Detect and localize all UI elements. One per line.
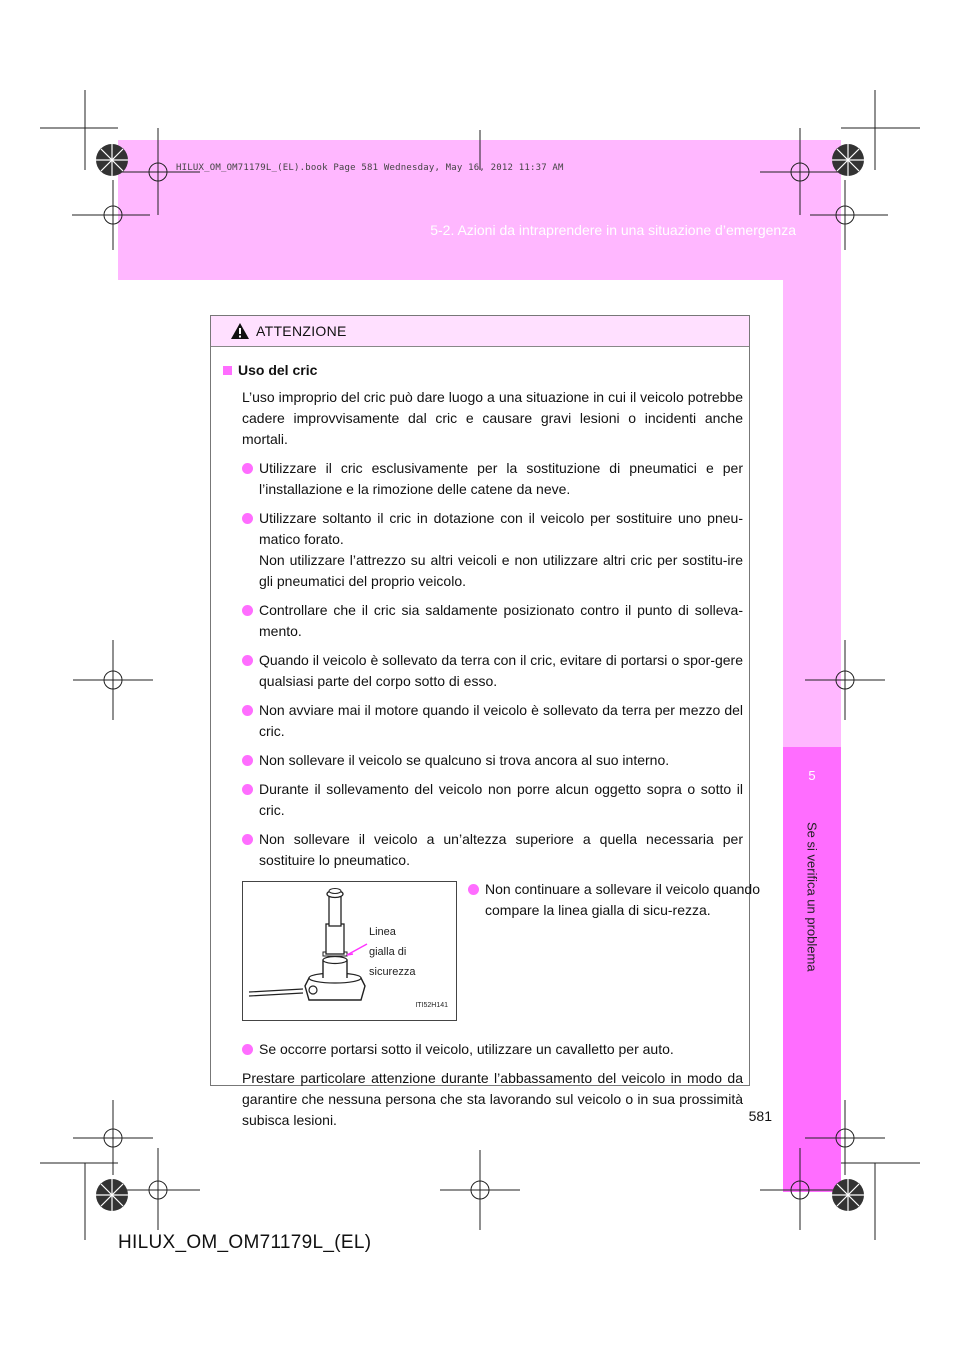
intro-paragraph: L’uso improprio del cric può dare luogo a una situazione in cui il veicolo potrebbe cadere improvvisamente dal cric e causare gravi lesioni o incidenti anche mortali. — [242, 389, 743, 447]
list-item — [242, 700, 743, 742]
round-bullet-icon — [242, 605, 253, 616]
bullet-text: Utilizzare soltanto il cric in dotazione con il veicolo per sostituire uno pneu-matico forato. — [259, 510, 743, 547]
caution-title: ATTENZIONE — [256, 323, 347, 339]
bullet-text: Utilizzare il cric esclusivamente per la sostituzione di pneumatici e per l’installazione e la rimozione delle catene da neve. — [259, 460, 743, 497]
round-bullet-icon — [242, 513, 253, 524]
subheading-text: Uso del cric — [238, 362, 318, 378]
list-item — [242, 829, 743, 871]
round-bullet-icon — [242, 1044, 253, 1055]
bullet-text: Quando il veicolo è sollevato da terra con il cric, evitare di portarsi o spor-gere qualsiasi parte del corpo sotto di esso. — [259, 652, 743, 689]
subheading — [223, 360, 743, 381]
illustration-row — [242, 879, 760, 1029]
chapter-number: 5 — [808, 768, 816, 783]
round-bullet-icon — [242, 705, 253, 716]
jack-illustration — [242, 881, 457, 1021]
list-item — [468, 879, 760, 921]
bullet-text: Se occorre portarsi sotto il veicolo, utilizzare un cavalletto per auto. — [259, 1041, 674, 1057]
caution-header — [211, 316, 749, 347]
closing-paragraph: Prestare particolare attenzione durante l’abbassamento del veicolo in modo da garantire che nessuna persona che sta lavorando sul veicolo o in sua prossimità subisca lesioni. — [242, 1070, 743, 1128]
list-item — [242, 779, 743, 821]
document-code: HILUX_OM_OM71179L_(EL) — [118, 1232, 372, 1253]
list-item — [242, 750, 743, 771]
illustration-label — [369, 922, 415, 982]
bullet-text: Non continuare a sollevare il veicolo quando compare la linea gialla di sicu-rezza. — [485, 881, 760, 918]
label-line: gialla di — [369, 946, 407, 958]
round-bullet-icon — [242, 784, 253, 795]
page-number: 581 — [748, 1108, 772, 1124]
bullet-text: Non sollevare il veicolo a un’altezza superiore a quella necessaria per sostituire lo pneumatico. — [259, 831, 743, 868]
book-stamp: HILUX_OM_OM71179L_(EL).book Page 581 Wednesday, May 16, 2012 11:37 AM — [176, 163, 564, 173]
header-band — [118, 140, 841, 280]
section-title: 5-2. Azioni da intraprendere in una situazione d’emergenza — [430, 222, 796, 238]
list-item — [242, 600, 743, 642]
bullet-text: Non utilizzare l’attrezzo su altri veicoli e non utilizzare altri cric per sostitu-ire gli pneumatici del proprio veicolo. — [259, 552, 743, 589]
bullet-text: Controllare che il cric sia saldamente posizionato contro il punto di solleva-mento. — [259, 602, 743, 639]
square-bullet-icon — [223, 366, 232, 375]
illustration-code: ITI52H141 — [415, 1002, 448, 1009]
warning-triangle-icon — [230, 322, 250, 340]
bullet-text: Durante il sollevamento del veicolo non porre alcun oggetto sopra o sotto il cric. — [259, 781, 743, 818]
list-item — [242, 1039, 743, 1060]
round-bullet-icon — [242, 463, 253, 474]
round-bullet-icon — [468, 884, 479, 895]
bullet-text: Non sollevare il veicolo se qualcuno si trova ancora al suo interno. — [259, 752, 670, 768]
list-item — [242, 458, 743, 500]
round-bullet-icon — [242, 755, 253, 766]
bullet-text: Non avviare mai il motore quando il veicolo è sollevato da terra per mezzo del cric. — [259, 702, 743, 739]
list-item — [242, 650, 743, 692]
chapter-title: Se si verifica un problema — [804, 822, 820, 972]
label-line: sicurezza — [369, 966, 416, 978]
chapter-title-vertical — [802, 822, 822, 1152]
round-bullet-icon — [242, 655, 253, 666]
round-bullet-icon — [242, 834, 253, 845]
list-item — [242, 508, 743, 592]
label-line: Linea — [369, 926, 396, 938]
